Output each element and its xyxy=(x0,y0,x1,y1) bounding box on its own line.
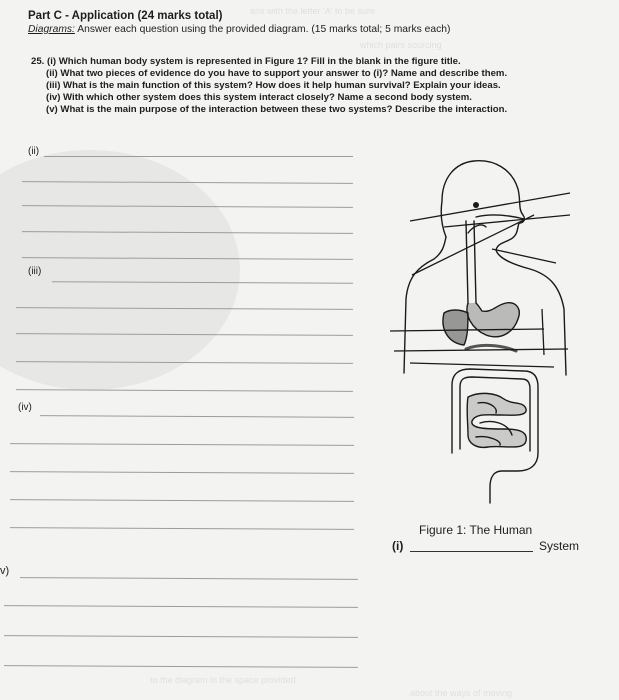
system-name-blank[interactable] xyxy=(410,551,533,552)
instructions-text: Answer each question using the provided diagram. (15 marks total; 5 marks each) xyxy=(77,24,451,35)
show-through-text: which pairs sourcing xyxy=(360,40,442,50)
liver xyxy=(443,310,468,345)
answer-line[interactable] xyxy=(10,471,354,474)
mouth-line xyxy=(476,215,524,219)
answer-line[interactable] xyxy=(4,665,358,668)
pointer-line xyxy=(492,249,556,263)
answer-line[interactable] xyxy=(4,635,358,638)
torso-outline-left xyxy=(404,237,446,373)
figure-caption-system: System xyxy=(539,539,580,553)
pointer-line xyxy=(410,363,554,367)
pointer-line xyxy=(444,215,570,227)
answer-line[interactable] xyxy=(10,499,354,502)
show-through-text: about the ways of moving xyxy=(410,688,513,698)
instructions xyxy=(28,24,450,35)
figure-caption-line2 xyxy=(392,539,579,553)
answer-line[interactable] xyxy=(10,527,354,530)
answer-label-v: v) xyxy=(0,565,10,577)
pointer-line xyxy=(394,349,568,351)
answer-line[interactable] xyxy=(44,156,353,157)
answer-line[interactable] xyxy=(20,577,358,580)
question-part-i: 25. (i) Which human body system is represented in Figure 1? Fill in the blank in the figure title. xyxy=(31,56,461,67)
small-intestine xyxy=(467,393,526,447)
answer-label-iii: (iii) xyxy=(28,266,42,277)
question-part-iv: (iv) With which other system does this system interact closely? Name a second body system. xyxy=(46,92,472,103)
show-through-text: to the diagram in the space provided xyxy=(150,675,296,685)
answer-line[interactable] xyxy=(16,389,353,392)
answer-label-iv: (iv) xyxy=(18,402,32,413)
digestive-system-figure xyxy=(384,153,594,518)
answer-line[interactable] xyxy=(4,605,358,608)
head-outline xyxy=(441,161,524,250)
salivary-gland xyxy=(473,202,479,208)
question-part-iii: (iii) What is the main function of this system? How does it help human survival? Explain your ideas. xyxy=(46,80,501,91)
figure-part-label: (i) xyxy=(392,539,404,553)
question-25 xyxy=(31,56,507,116)
question-part-ii: (ii) What two pieces of evidence do you have to support your answer to (i)? Name and describe them. xyxy=(46,68,508,79)
part-title: Part C - Application (24 marks total) xyxy=(28,10,223,22)
answer-line[interactable] xyxy=(40,415,354,418)
figure-caption-line1: Figure 1: The Human xyxy=(419,523,533,537)
stomach xyxy=(467,303,519,337)
pointer-line xyxy=(542,309,544,355)
answer-line[interactable] xyxy=(10,443,354,446)
question-part-v: (v) What is the main purpose of the interaction between these two systems? Describe the interaction. xyxy=(46,104,508,115)
pharynx xyxy=(468,225,486,233)
label-pointers xyxy=(390,193,570,367)
show-through-text: ans with the letter 'A' to be sure xyxy=(250,6,376,16)
answer-label-ii: (ii) xyxy=(28,146,40,157)
instructions-label: Diagrams: xyxy=(28,24,75,35)
